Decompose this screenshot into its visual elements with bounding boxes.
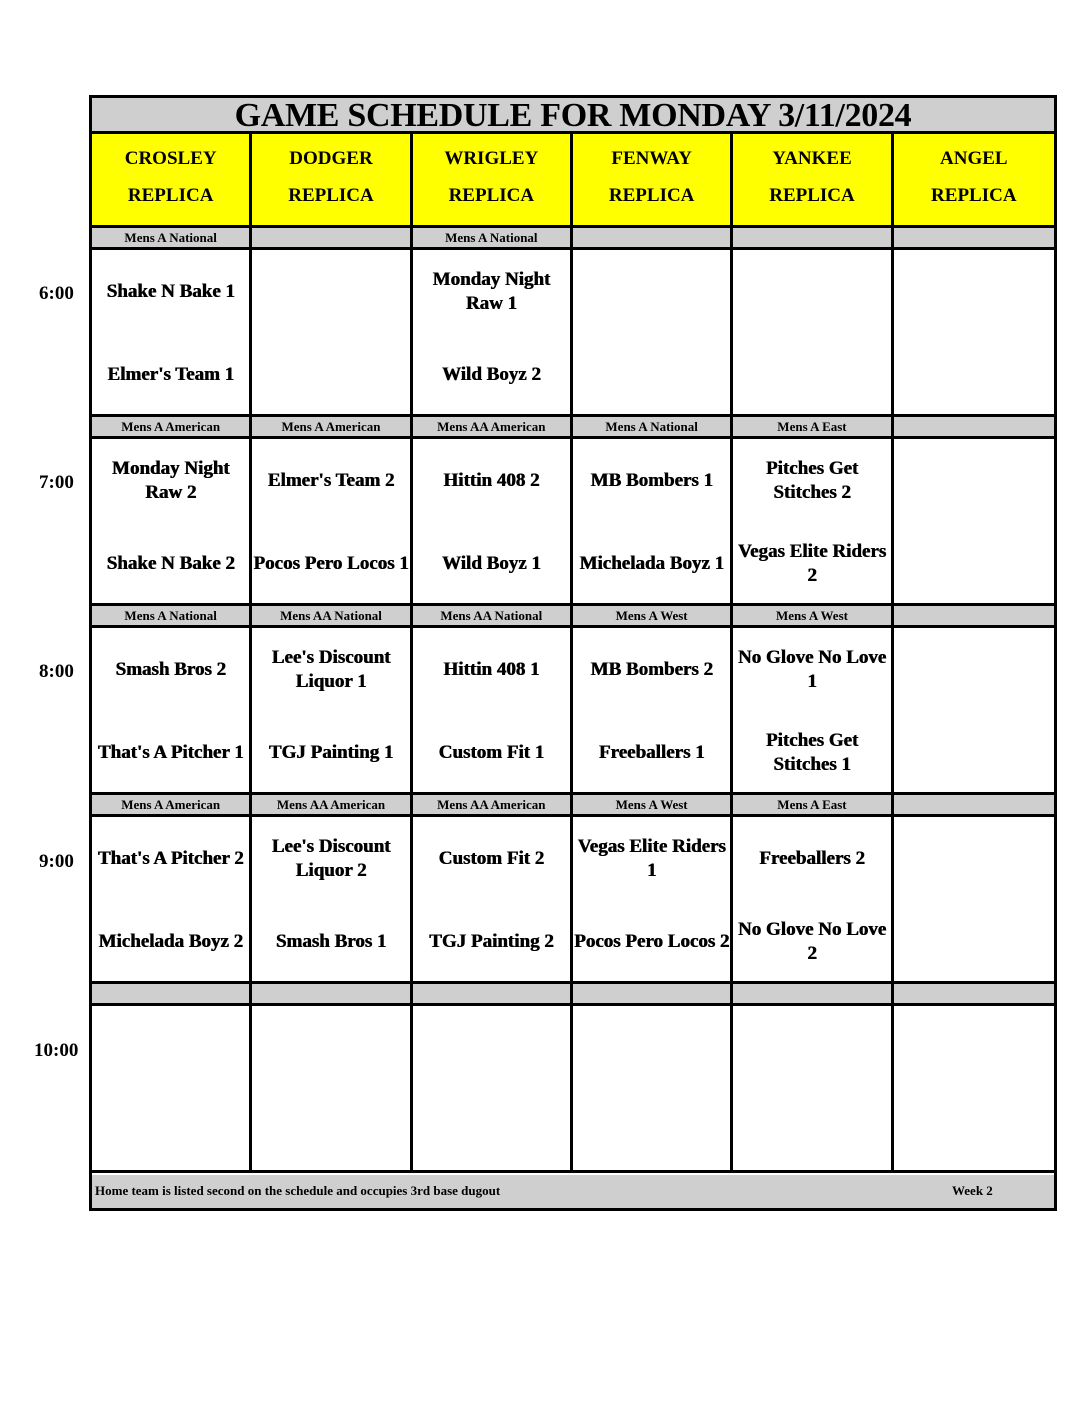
game-cell [573,628,733,795]
home-team: TGJ Painting 1 [268,742,394,763]
away-team [252,1023,409,1073]
away-team: Monday Night Raw 2 [111,458,230,503]
division-label: Mens A National [573,417,733,439]
away-team [573,267,730,317]
game-cell [573,250,733,417]
division-label [733,228,893,250]
away-team: Hittin 408 2 [443,470,540,491]
division-label [573,228,733,250]
field-name: DODGER [289,148,373,169]
time-label: 8:00 [39,661,74,682]
division-label: Mens AA National [413,606,573,628]
division-label: Mens A West [573,795,733,817]
away-team: Elmer's Team 2 [267,470,395,491]
field-sub: REPLICA [608,185,695,206]
away-team: MB Bombers 1 [590,470,713,491]
division-label [894,228,1054,250]
home-team: Freeballers 1 [598,742,705,763]
game-cell [92,439,252,606]
game-cell [573,439,733,606]
field-sub: REPLICA [288,185,374,206]
away-team [894,645,1054,695]
game-row [92,250,1054,417]
away-team [894,456,1054,506]
division-label: Mens A East [733,417,893,439]
away-team: MB Bombers 2 [590,659,713,680]
home-team [252,350,409,400]
away-team [894,1023,1054,1073]
home-team: TGJ Painting 2 [429,931,554,952]
field-header-angel [894,134,1054,228]
home-team [573,1106,730,1156]
division-label: Mens A East [733,795,893,817]
footer-bar [92,1175,1054,1208]
game-cell [733,439,893,606]
away-team: Custom Fit 2 [438,848,545,869]
game-cell [733,817,893,984]
field-name: ANGEL [940,148,1008,169]
home-team: That's A Pitcher 1 [97,742,244,763]
home-team: Elmer's Team 1 [107,364,234,385]
game-cell [252,628,412,795]
game-cell [413,250,573,417]
time-slot-block [92,795,1054,984]
game-cell [894,628,1054,795]
home-team: Michelada Boyz 1 [579,553,724,574]
game-cell [573,1006,733,1173]
division-label [894,795,1054,817]
game-cell [252,817,412,984]
away-team: Lee's Discount Liquor 2 [271,836,391,881]
away-team: Lee's Discount Liquor 1 [271,647,391,692]
schedule-title: GAME SCHEDULE FOR MONDAY 3/11/2024 [92,98,1054,134]
game-cell [894,817,1054,984]
time-slot-block [92,606,1054,795]
field-sub: REPLICA [769,185,855,206]
home-team: Wild Boyz 2 [441,364,541,385]
away-team [252,267,409,317]
game-cell [733,250,893,417]
home-team [413,1106,570,1156]
game-cell [92,628,252,795]
home-team [733,350,890,400]
division-label: Mens AA National [252,606,412,628]
field-name: WRIGLEY [444,148,539,169]
game-cell [92,1006,252,1173]
away-team: Pitches Get Stitches 2 [765,458,859,503]
home-team [894,1106,1054,1156]
home-team [733,1106,890,1156]
game-cell [733,628,893,795]
field-header-wrigley [413,134,573,228]
division-row [92,417,1054,439]
home-team: Pocos Pero Locos 2 [573,931,730,952]
away-team [413,1023,570,1073]
game-cell [894,1006,1054,1173]
home-team [573,350,730,400]
home-team: Pitches Get Stitches 1 [765,730,859,775]
away-team: Shake N Bake 1 [106,281,235,302]
division-row [92,606,1054,628]
division-label: Mens A American [252,417,412,439]
field-sub: REPLICA [127,185,214,206]
field-sub: REPLICA [448,185,535,206]
division-label: Mens AA American [252,795,412,817]
division-label: Mens AA American [413,795,573,817]
away-team: Monday Night Raw 1 [432,269,551,314]
game-cell [252,1006,412,1173]
away-team: No Glove No Love 1 [737,647,887,692]
home-team-note: Home team is listed second on the schedule and occupies 3rd base dugout [95,1183,501,1198]
time-label: 6:00 [39,283,74,304]
away-team: Hittin 408 1 [443,659,540,680]
away-team: That's A Pitcher 2 [97,848,244,869]
division-row [92,795,1054,817]
game-cell [252,439,412,606]
division-label: Mens AA American [413,417,573,439]
division-label [92,984,252,1006]
home-team [894,539,1054,589]
game-cell [413,817,573,984]
field-header-row [92,134,1054,228]
division-label: Mens A National [92,606,252,628]
division-row [92,984,1054,1006]
division-label: Mens A National [92,228,252,250]
game-cell [894,250,1054,417]
week-label: Week 2 [952,1183,993,1198]
game-cell [894,439,1054,606]
home-team [92,1106,249,1156]
game-row [92,628,1054,795]
game-cell [92,250,252,417]
home-team [894,917,1054,967]
away-team [92,1023,249,1073]
time-slot-block [92,228,1054,417]
schedule-sheet [89,95,1057,1211]
game-row [92,817,1054,984]
division-label [894,417,1054,439]
game-row [92,1006,1054,1173]
field-header-dodger [252,134,412,228]
home-team [894,350,1054,400]
field-header-crosley [92,134,252,228]
division-label: Mens A American [92,417,252,439]
division-label: Mens A West [573,606,733,628]
game-cell [573,817,733,984]
field-sub: REPLICA [931,185,1017,206]
away-team [733,1023,890,1073]
home-team [894,728,1054,778]
field-name: FENWAY [611,148,692,169]
time-label: 7:00 [39,472,74,493]
division-label [733,984,893,1006]
division-label [894,606,1054,628]
home-team: Michelada Boyz 2 [98,931,243,952]
home-team: Vegas Elite Riders 2 [737,541,887,586]
game-cell [413,628,573,795]
home-team: Shake N Bake 2 [106,553,235,574]
field-name: YANKEE [772,148,852,169]
field-header-fenway [573,134,733,228]
game-cell [252,250,412,417]
home-team: Wild Boyz 1 [441,553,541,574]
game-cell [413,1006,573,1173]
home-team: Pocos Pero Locos 1 [253,553,409,574]
game-cell [92,817,252,984]
game-cell [733,1006,893,1173]
away-team: Freeballers 2 [759,848,865,869]
time-label: 9:00 [39,851,74,872]
field-header-yankee [733,134,893,228]
home-team: Custom Fit 1 [438,742,545,763]
home-team: No Glove No Love 2 [737,919,887,964]
away-team [894,267,1054,317]
away-team [733,267,890,317]
division-row [92,228,1054,250]
away-team [894,834,1054,884]
time-slot-block [92,984,1054,1173]
division-label: Mens A West [733,606,893,628]
away-team: Vegas Elite Riders 1 [577,836,726,881]
division-label [894,984,1054,1006]
home-team [252,1106,409,1156]
division-label [252,228,412,250]
division-label: Mens A American [92,795,252,817]
away-team [573,1023,730,1073]
division-label [573,984,733,1006]
game-cell [413,439,573,606]
home-team: Smash Bros 1 [275,931,387,952]
time-slot-block [92,417,1054,606]
away-team: Smash Bros 2 [115,659,226,680]
field-name: CROSLEY [124,148,217,169]
division-label: Mens A National [413,228,573,250]
time-label: 10:00 [34,1040,79,1061]
game-row [92,439,1054,606]
division-label [413,984,573,1006]
division-label [252,984,412,1006]
